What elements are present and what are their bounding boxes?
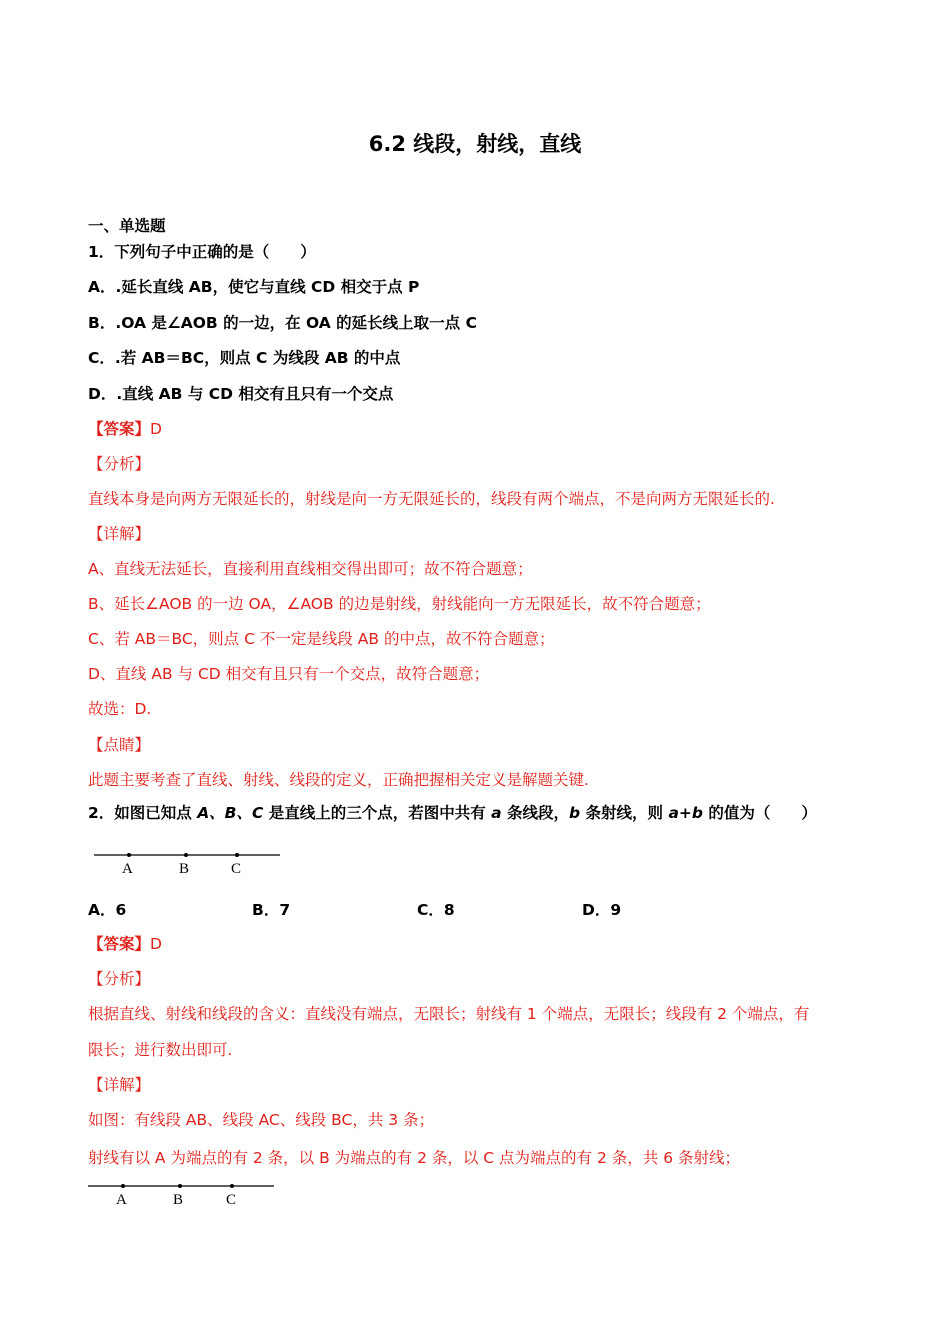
q2-figure — [88, 846, 288, 878]
q2-analysis-tag: 【分析】 — [88, 970, 151, 988]
point-a-dot — [121, 1184, 125, 1188]
q2-analysis: 根据直线、射线和线段的含义：直线没有端点，无限长；射线有 1 个端点，无限长；线段有 2 个端点，有 — [88, 1005, 810, 1023]
page-title: 6.2 线段，射线，直线 — [368, 132, 582, 156]
q1-detail-line: C、若 AB＝BC，则点 C 不一定是线段 AB 的中点，故不符合题意； — [88, 630, 555, 648]
stem-text: 2．如图已知点 — [88, 804, 198, 822]
q2-stem — [88, 803, 817, 823]
q2-detail-line: 如图：有线段 AB、线段 AC、线段 BC，共 3 条； — [88, 1111, 435, 1129]
q1-detail-line: D、直线 AB 与 CD 相交有且只有一个交点，故符合题意； — [88, 665, 490, 683]
point-a-label: A — [122, 861, 133, 877]
q1-detail-tag: 【详解】 — [88, 525, 151, 543]
section-heading: 一、单选题 — [88, 217, 166, 235]
q1-choose: 故选：D. — [88, 700, 152, 718]
q2-detail-tag: 【详解】 — [88, 1076, 151, 1094]
point-a-label: A — [116, 1192, 127, 1208]
q1-comment-tag: 【点睛】 — [88, 736, 151, 754]
q2-option-c: C．8 — [417, 901, 455, 919]
q2-detail-figure — [84, 1177, 284, 1209]
q2-detail-line: 射线有以 A 为端点的有 2 条，以 B 为端点的有 2 条，以 C 点为端点的有 2 条，共 6 条射线； — [88, 1149, 740, 1167]
q1-option-a: A．.延长直线 AB，使它与直线 CD 相交于点 P — [88, 278, 420, 296]
q2-answer — [88, 934, 162, 954]
stem-text: 条线段， — [501, 804, 570, 822]
point-c-dot — [230, 1184, 234, 1188]
q1-detail-line: B、延长∠AOB 的一边 OA，∠AOB 的边是射线，射线能向一方无限延长，故不符合题意； — [88, 595, 711, 613]
q1-analysis-tag: 【分析】 — [88, 455, 151, 473]
var-ab: a+b — [668, 804, 703, 822]
q1-option-d: D．.直线 AB 与 CD 相交有且只有一个交点 — [88, 385, 394, 403]
q2-option-a: A．6 — [88, 901, 127, 919]
point-c-label: C — [226, 1192, 237, 1208]
stem-text: 的值为（ ） — [703, 804, 817, 822]
point-b-dot — [178, 1184, 182, 1188]
q1-option-c: C．.若 AB＝BC，则点 C 为线段 AB 的中点 — [88, 349, 401, 367]
point-b-label: B — [179, 861, 190, 877]
answer-value: D — [150, 420, 162, 438]
answer-tag: 【答案】 — [88, 935, 151, 953]
var-a: a — [491, 804, 502, 822]
q1-stem: 1．下列句子中正确的是（ ） — [88, 243, 316, 261]
point-c-label: C — [231, 861, 242, 877]
stem-text: 是直线上的三个点，若图中共有 — [263, 804, 492, 822]
q1-analysis: 直线本身是向两方无限延长的，射线是向一方无限延长的，线段有两个端点，不是向两方无限延长的. — [88, 490, 775, 508]
q1-comment: 此题主要考查了直线、射线、线段的定义，正确把握相关定义是解题关键. — [88, 771, 589, 789]
q2-analysis-cont: 限长；进行数出即可. — [88, 1041, 233, 1059]
stem-text: 条射线，则 — [580, 804, 669, 822]
point-a-dot — [127, 853, 131, 857]
point-c-dot — [235, 853, 239, 857]
q1-option-b: B．.OA 是∠AOB 的一边，在 OA 的延长线上取一点 C — [88, 314, 477, 332]
var-b: b — [569, 804, 581, 822]
q2-option-d: D．9 — [582, 901, 622, 919]
q2-option-b: B．7 — [252, 901, 291, 919]
point-b-dot — [184, 853, 188, 857]
answer-value: D — [150, 935, 162, 953]
stem-points: A、B、C — [197, 804, 264, 822]
answer-tag: 【答案】 — [88, 420, 151, 438]
point-b-label: B — [173, 1192, 184, 1208]
q1-answer — [88, 419, 162, 439]
q1-detail-line: A、直线无法延长，直接利用直线相交得出即可；故不符合题意； — [88, 560, 533, 578]
